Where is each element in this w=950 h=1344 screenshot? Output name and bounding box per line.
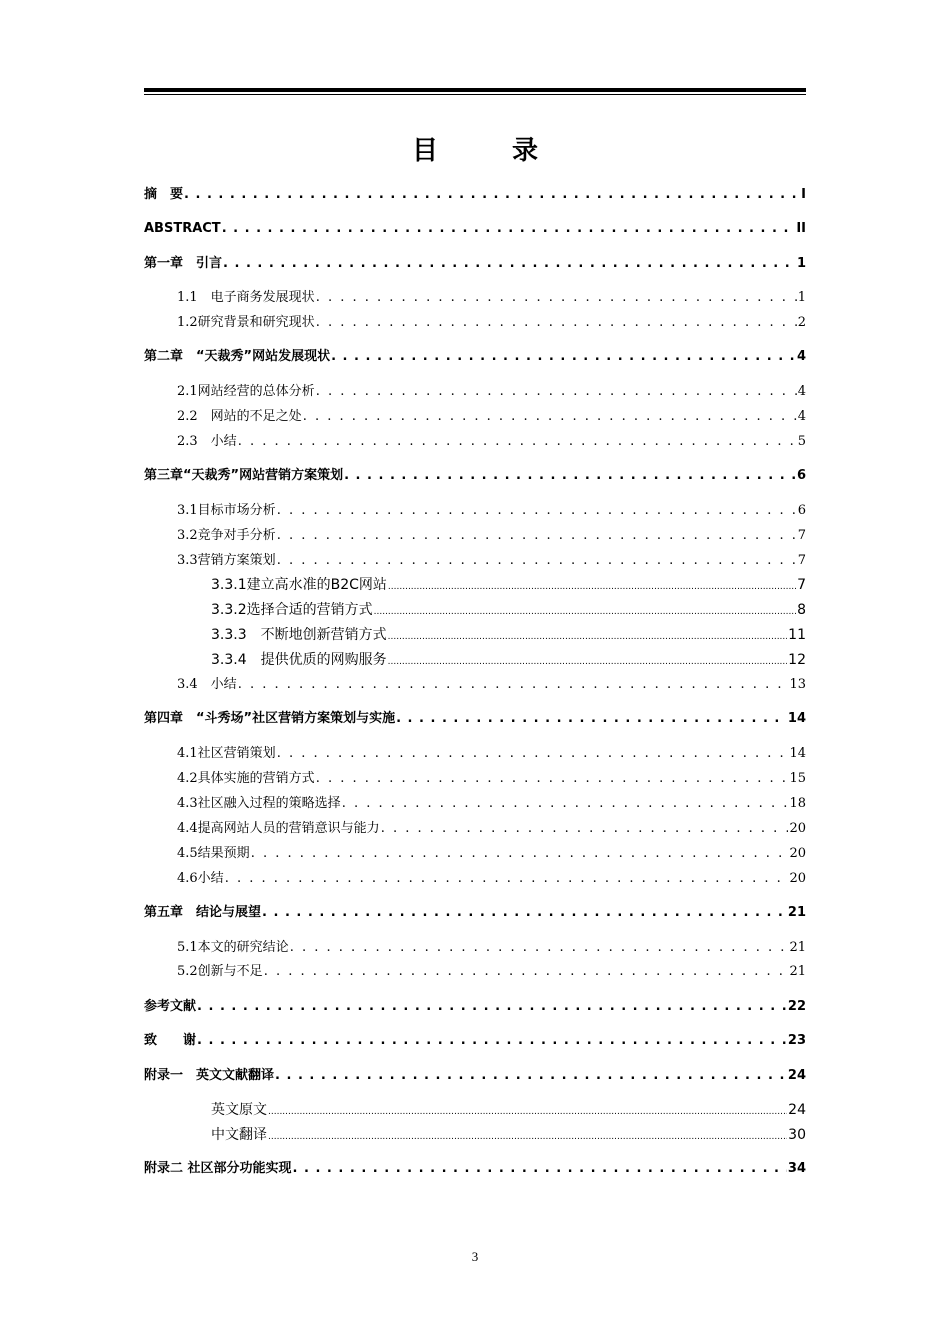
toc-entry-page: I	[801, 187, 806, 202]
toc-entry-label: 致 谢	[144, 1033, 197, 1048]
toc-dot-leader	[388, 625, 788, 647]
toc-entry-page: 14	[789, 746, 806, 761]
toc-entry-page: 8	[797, 602, 806, 618]
toc-entry-label: 4.1社区营销策划	[177, 746, 276, 761]
toc-title: 目 录	[411, 136, 562, 166]
toc-entry[interactable]	[211, 650, 806, 672]
toc-entry-label: 中文翻译	[211, 1127, 267, 1143]
toc-entry-label: 第三章“天裁秀”网站营销方案策划	[144, 468, 344, 483]
toc-entry-page: 15	[789, 771, 806, 786]
toc-dot-leader	[388, 650, 788, 672]
toc-dot-leader	[238, 675, 789, 695]
toc-entry-page: 7	[797, 528, 806, 543]
toc-entry-label: 第四章 “斗秀场”社区营销方案策划与实施	[144, 711, 396, 726]
toc-entry-label: 4.6小结	[177, 871, 224, 886]
toc-entry-label: 3.3.1建立高水准的B2C网站	[211, 577, 387, 593]
toc-entry-label: 英文原文	[211, 1102, 267, 1118]
toc-entry-page: 20	[789, 871, 806, 886]
toc-entry-label: 3.3.4 提供优质的网购服务	[211, 652, 387, 668]
toc-entry[interactable]	[144, 709, 806, 729]
toc-entry-page: 21	[789, 964, 806, 979]
toc-dot-leader	[316, 288, 797, 308]
toc-entry-page: 14	[787, 711, 806, 726]
toc-entry-label: 4.3社区融入过程的策略选择	[177, 796, 341, 811]
toc-entry[interactable]	[177, 844, 806, 864]
toc-entry[interactable]	[211, 625, 806, 647]
toc-entry[interactable]	[177, 869, 806, 889]
toc-entry[interactable]	[144, 1066, 806, 1086]
toc-dot-leader	[251, 844, 789, 864]
toc-dot-leader	[277, 744, 789, 764]
toc-entry-label: 4.4提高网站人员的营销意识与能力	[177, 821, 380, 836]
toc-dot-leader	[222, 219, 796, 239]
toc-entry-label: 3.3.3 不断地创新营销方式	[211, 627, 387, 643]
toc-dot-leader	[342, 794, 789, 814]
toc-entry-label: 第二章 “天裁秀”网站发展现状	[144, 349, 331, 364]
toc-entry-page: 1	[797, 290, 806, 305]
toc-entry-label: ABSTRACT	[144, 221, 221, 236]
toc-entry[interactable]	[177, 794, 806, 814]
toc-entry-page: 4	[797, 384, 806, 399]
toc-entry-label: 2.2 网站的不足之处	[177, 409, 302, 424]
toc-entry[interactable]	[177, 675, 806, 695]
toc-dot-leader	[197, 997, 787, 1017]
toc-entry-page: 7	[797, 553, 806, 568]
toc-entry-page: 24	[787, 1068, 806, 1083]
toc-entry[interactable]	[144, 997, 806, 1017]
toc-entry[interactable]	[177, 432, 806, 452]
toc-dot-leader	[381, 819, 789, 839]
toc-entry-page: 20	[789, 846, 806, 861]
toc-entry-page: 6	[796, 468, 806, 483]
toc-entry-page: 4	[796, 349, 806, 364]
toc-dot-leader	[277, 551, 797, 571]
toc-entry-page: 7	[797, 577, 806, 593]
toc-entry[interactable]	[144, 254, 806, 274]
toc-entry-label: 附录一 英文文献翻译	[144, 1068, 275, 1083]
toc-entry[interactable]	[177, 288, 806, 308]
toc-entry[interactable]	[144, 347, 806, 367]
toc-entry-label: 4.5结果预期	[177, 846, 250, 861]
toc-entry-label: 4.2具体实施的营销方式	[177, 771, 315, 786]
toc-entry-page: 6	[797, 503, 806, 518]
toc-entry-page: II	[796, 221, 806, 236]
toc-dot-leader	[293, 1159, 787, 1179]
toc-dot-leader	[238, 432, 797, 452]
toc-entry[interactable]	[177, 744, 806, 764]
toc-dot-leader	[268, 1100, 787, 1122]
toc-dot-leader	[223, 254, 796, 274]
toc-dot-leader	[184, 185, 800, 205]
toc-entry-page: 12	[788, 652, 806, 668]
toc-entry[interactable]	[177, 938, 806, 958]
toc-entry[interactable]	[144, 1159, 806, 1179]
toc-entry[interactable]	[211, 600, 806, 622]
toc-entry-label: 2.3 小结	[177, 434, 237, 449]
toc-entry-page: 21	[787, 905, 806, 920]
toc-entry[interactable]	[177, 769, 806, 789]
toc-entry-label: 参考文献	[144, 999, 197, 1014]
toc-dot-leader	[303, 407, 797, 427]
toc-entry-label: 附录二 社区部分功能实现	[144, 1161, 292, 1176]
toc-dot-leader	[262, 903, 787, 923]
toc-dot-leader	[277, 526, 797, 546]
toc-dot-leader	[277, 501, 797, 521]
toc-entry[interactable]	[177, 313, 806, 333]
toc-entry-label: 3.2竞争对手分析	[177, 528, 276, 543]
toc-entry-page: 11	[788, 627, 806, 643]
toc-entry-label: 2.1网站经营的总体分析	[177, 384, 315, 399]
toc-dot-leader	[316, 313, 797, 333]
toc-entry[interactable]	[177, 407, 806, 427]
toc-entry-page: 22	[787, 999, 806, 1014]
toc-dot-leader	[316, 382, 797, 402]
toc-entry[interactable]	[144, 219, 806, 239]
toc-entry[interactable]	[144, 466, 806, 486]
toc-entry-label: 3.1目标市场分析	[177, 503, 276, 518]
toc-entry-page: 30	[788, 1127, 806, 1143]
toc-entry-page: 4	[797, 409, 806, 424]
toc-entry-label: 第一章 引言	[144, 256, 223, 271]
toc-dot-leader	[290, 938, 789, 958]
toc-dot-leader	[344, 466, 796, 486]
toc-dot-leader	[374, 600, 796, 622]
toc-entry[interactable]	[144, 1031, 806, 1051]
toc-dot-leader	[316, 769, 789, 789]
toc-entry-label: 1.1 电子商务发展现状	[177, 290, 315, 305]
toc-entry-page: 20	[789, 821, 806, 836]
toc-entry-page: 13	[789, 677, 806, 692]
toc-entry-page: 23	[787, 1033, 806, 1048]
toc-entry[interactable]	[211, 1125, 806, 1147]
toc-dot-leader	[396, 709, 787, 729]
toc-entry[interactable]	[177, 551, 806, 571]
toc-entry[interactable]	[177, 501, 806, 521]
toc-dot-leader	[225, 869, 789, 889]
toc-entry-page: 34	[787, 1161, 806, 1176]
toc-entry[interactable]	[211, 1100, 806, 1122]
toc-entry-page: 18	[789, 796, 806, 811]
toc-entry-label: 3.4 小结	[177, 677, 237, 692]
toc-entry-label: 3.3.2选择合适的营销方式	[211, 602, 373, 618]
toc-dot-leader	[264, 962, 789, 982]
toc-entry-label: 摘 要	[144, 187, 184, 202]
toc-entry-page: 1	[796, 256, 806, 271]
toc-entry[interactable]	[177, 819, 806, 839]
toc-entry-page: 5	[797, 434, 806, 449]
toc-entry[interactable]	[177, 962, 806, 982]
toc-entry[interactable]	[211, 575, 806, 597]
toc-dot-leader	[331, 347, 796, 367]
toc-entry-label: 3.3营销方案策划	[177, 553, 276, 568]
toc-dot-leader	[197, 1031, 787, 1051]
toc-entry-label: 第五章 结论与展望	[144, 905, 262, 920]
toc-entry-label: 5.2创新与不足	[177, 964, 263, 979]
toc-entry[interactable]	[177, 382, 806, 402]
toc-dot-leader	[388, 575, 796, 597]
page-number: 3	[471, 1249, 479, 1264]
toc-entry[interactable]	[144, 185, 806, 205]
toc-entry-page: 2	[797, 315, 806, 330]
toc-entry-page: 24	[788, 1102, 806, 1118]
toc-entry[interactable]	[144, 903, 806, 923]
toc-entry[interactable]	[177, 526, 806, 546]
toc-dot-leader	[268, 1125, 787, 1147]
toc-dot-leader	[275, 1066, 787, 1086]
toc-entry-page: 21	[789, 940, 806, 955]
toc-entry-label: 1.2研究背景和研究现状	[177, 315, 315, 330]
toc-entry-label: 5.1本文的研究结论	[177, 940, 289, 955]
